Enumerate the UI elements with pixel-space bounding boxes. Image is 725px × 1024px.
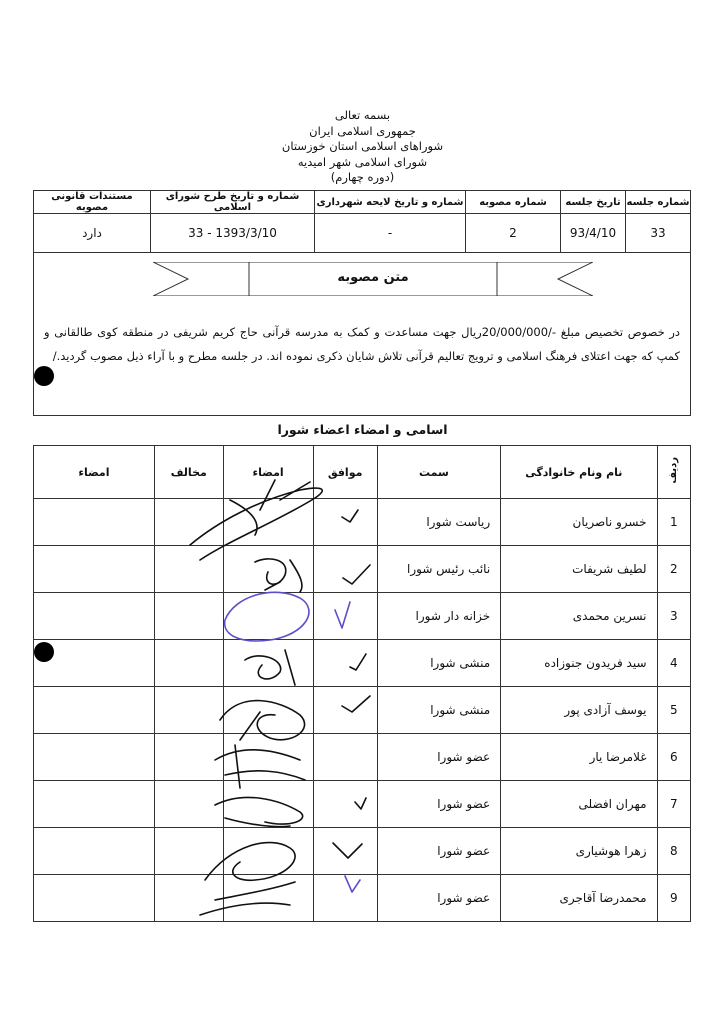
session-info-table xyxy=(33,190,691,253)
signature-cell xyxy=(223,593,313,640)
signature-cell-2 xyxy=(34,734,155,781)
signature-cell xyxy=(223,828,313,875)
table-row xyxy=(34,781,691,828)
members-header-row xyxy=(34,446,691,499)
col-signature-2: امضاء xyxy=(34,446,155,499)
member-name: لطیف شریفات xyxy=(501,546,657,593)
table-row xyxy=(34,687,691,734)
signature-cell-2 xyxy=(34,593,155,640)
municipality-bill: - xyxy=(315,214,466,253)
agree-cell xyxy=(313,640,377,687)
col-council-plan: شماره و تاریخ طرح شورای اسلامی xyxy=(151,191,315,214)
signature-cell xyxy=(223,499,313,546)
table-row xyxy=(34,828,691,875)
bismillah: بسمه تعالی xyxy=(334,108,391,122)
table-row xyxy=(34,499,691,546)
signature-cell xyxy=(223,781,313,828)
signature-cell-2 xyxy=(34,546,155,593)
col-legal-basis: مستندات قانونی مصوبه xyxy=(34,191,151,214)
legal-basis: دارد xyxy=(34,214,151,253)
col-oppose: مخالف xyxy=(154,446,223,499)
table-row xyxy=(34,640,691,687)
table-row xyxy=(34,875,691,922)
member-role: عضو شورا xyxy=(377,734,501,781)
member-name: محمدرضا آقاجری xyxy=(501,875,657,922)
members-table xyxy=(33,445,691,922)
member-name: غلامرضا یار xyxy=(501,734,657,781)
term-line: (دوره چهارم) xyxy=(330,170,395,184)
oppose-cell xyxy=(154,734,223,781)
row-index: 6 xyxy=(657,734,690,781)
province-councils-line: شوراهای اسلامی استان خوزستان xyxy=(281,139,444,153)
row-index: 1 xyxy=(657,499,690,546)
col-position: سمت xyxy=(377,446,501,499)
col-agree: موافق xyxy=(313,446,377,499)
member-role: ریاست شورا xyxy=(377,499,501,546)
col-session-number: شماره جلسه xyxy=(626,191,691,214)
signature-cell-2 xyxy=(34,781,155,828)
oppose-cell xyxy=(154,499,223,546)
session-number: 33 xyxy=(626,214,691,253)
member-name: مهران افضلی xyxy=(501,781,657,828)
city-council-line: شورای اسلامی شهر امیدیه xyxy=(297,154,428,169)
member-role: منشی شورا xyxy=(377,687,501,734)
table-row xyxy=(34,734,691,781)
col-resolution-number: شماره مصوبه xyxy=(466,191,561,214)
table-row xyxy=(34,546,691,593)
member-role: عضو شورا xyxy=(377,875,501,922)
row-index: 8 xyxy=(657,828,690,875)
col-full-name: نام ونام خانوادگی xyxy=(501,446,657,499)
row-index: 3 xyxy=(657,593,690,640)
punch-hole-top xyxy=(34,366,54,386)
agree-cell xyxy=(313,499,377,546)
signature-cell-2 xyxy=(34,875,155,922)
agree-cell xyxy=(313,828,377,875)
country-line: جمهوری اسلامی ایران xyxy=(309,123,416,138)
member-name: خسرو ناصریان xyxy=(501,499,657,546)
member-name: یوسف آزادی پور xyxy=(501,687,657,734)
member-name: زهرا هوشیاری xyxy=(501,828,657,875)
member-role: عضو شورا xyxy=(377,781,501,828)
signature-cell xyxy=(223,640,313,687)
agree-cell xyxy=(313,875,377,922)
signature-cell-2 xyxy=(34,828,155,875)
letterhead xyxy=(0,108,725,186)
row-index: 4 xyxy=(657,640,690,687)
oppose-cell xyxy=(154,828,223,875)
signature-cell-2 xyxy=(34,499,155,546)
oppose-cell xyxy=(154,593,223,640)
punch-hole-bottom xyxy=(34,642,54,662)
agree-cell xyxy=(313,546,377,593)
member-role: نائب رئیس شورا xyxy=(377,546,501,593)
row-index: 9 xyxy=(657,875,690,922)
session-date: 93/4/10 xyxy=(561,214,626,253)
col-municipality-bill: شماره و تاریخ لایحه شهرداری xyxy=(315,191,466,214)
agree-cell xyxy=(313,593,377,640)
signature-cell xyxy=(223,687,313,734)
signature-cell xyxy=(223,875,313,922)
col-session-date: تاریخ جلسه xyxy=(561,191,626,214)
row-index: 2 xyxy=(657,546,690,593)
agree-cell xyxy=(313,781,377,828)
agree-cell xyxy=(313,734,377,781)
member-role: خزانه دار شورا xyxy=(377,593,501,640)
row-index: 7 xyxy=(657,781,690,828)
resolution-text-box xyxy=(33,252,691,416)
oppose-cell xyxy=(154,781,223,828)
member-role: منشی شورا xyxy=(377,640,501,687)
signature-cell-2 xyxy=(34,687,155,734)
oppose-cell xyxy=(154,875,223,922)
resolution-body: در خصوص تخصیص مبلغ -/20/000/000ریال جهت مساعدت و کمک به مدرسه قرآنی حاج کریم شریفی در منطقه کوی طالقانی و کمپ که جهت اعتلای فرهنگ اسلامی و ترویج تعالیم قرآنی تلاش شایان ذکری نموده اند. در جلسه مطرح و با آراء ذیل مصوب گردید./ xyxy=(44,325,681,363)
col-row-number: ردیف xyxy=(657,446,690,499)
member-name: نسرین محمدی xyxy=(501,593,657,640)
member-role: عضو شورا xyxy=(377,828,501,875)
signature-cell xyxy=(223,734,313,781)
resolution-number: 2 xyxy=(466,214,561,253)
signature-cell xyxy=(223,546,313,593)
member-name: سید فریدون جنوزاده xyxy=(501,640,657,687)
agree-cell xyxy=(313,687,377,734)
row-index: 5 xyxy=(657,687,690,734)
council-plan: 1393/3/10 - 33 xyxy=(151,214,315,253)
resolution-title: متن مصوبه xyxy=(337,270,409,285)
oppose-cell xyxy=(154,687,223,734)
members-title: اسامی و امضاء اعضاء شورا xyxy=(277,422,448,437)
col-signature: امضاء xyxy=(223,446,313,499)
oppose-cell xyxy=(154,546,223,593)
table-row xyxy=(34,593,691,640)
oppose-cell xyxy=(154,640,223,687)
title-ribbon xyxy=(153,262,593,296)
